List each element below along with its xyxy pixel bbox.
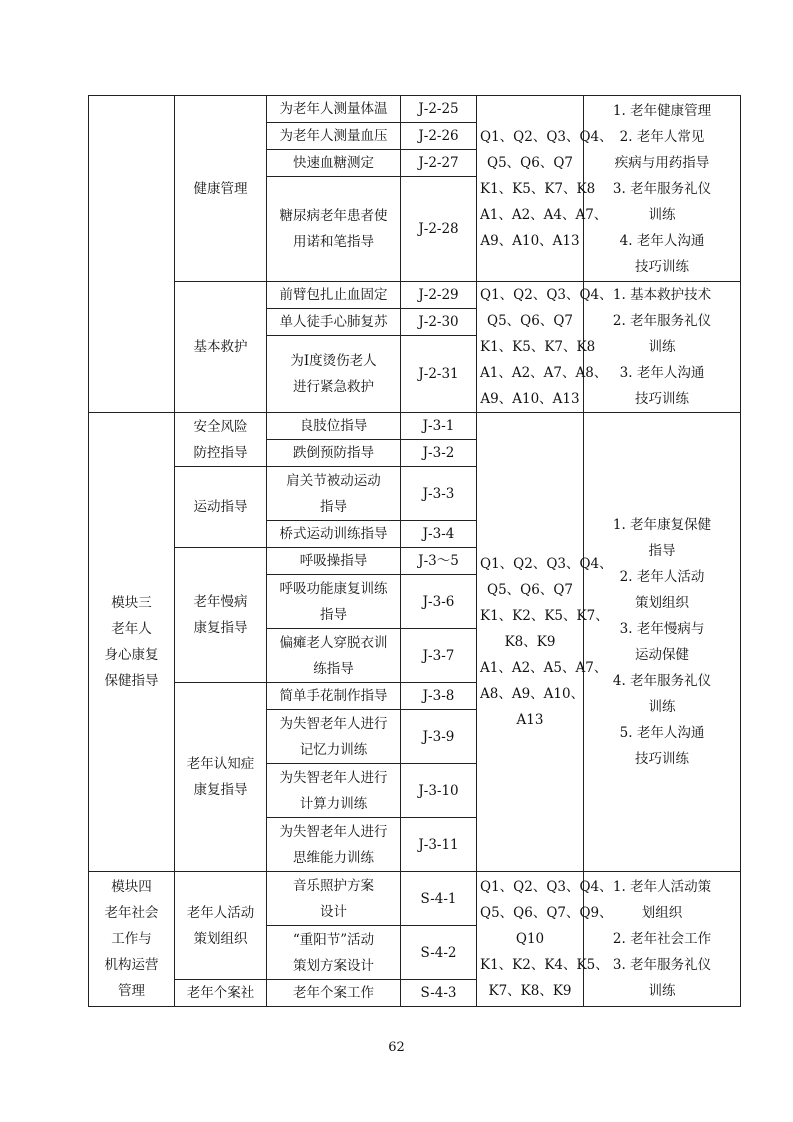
code-cell: J-3-9 xyxy=(401,710,477,764)
code-cell: J-2-26 xyxy=(401,123,477,150)
courses-cell: 1. 老年人活动策 划组织 2. 老年社会工作 3. 老年服务礼仪 训练 xyxy=(584,872,741,1007)
submodule-cell: 老年慢病 康复指导 xyxy=(175,548,267,683)
task-cell: 为老年人测量体温 xyxy=(267,96,401,123)
page-number: 62 xyxy=(388,1040,405,1055)
courses-cell: 1. 基本救护技术 2. 老年服务礼仪 训练 3. 老年人沟通 技巧训练 xyxy=(584,282,741,413)
code-cell: J-3～5 xyxy=(401,548,477,575)
table-row xyxy=(89,282,741,309)
submodule-cell: 健康管理 xyxy=(175,96,267,282)
table-row xyxy=(89,413,741,440)
code-cell: J-3-10 xyxy=(401,764,477,818)
requirements-cell: Q1、Q2、Q3、Q4、 Q5、Q6、Q7 K1、K2、K5、K7、 K8、K9 A1、A2、A5、A7、 A8、A9、A10、 A13 xyxy=(477,413,584,872)
module-cell: 模块四 老年社会 工作与 机构运营 管理 xyxy=(89,872,175,1007)
requirements-cell: Q1、Q2、Q3、Q4、 Q5、Q6、Q7、Q9、 Q10 K1、K2、K4、K5、 K7、K8、K9 xyxy=(477,872,584,1007)
module-cell-continued xyxy=(89,96,175,413)
task-cell: 跌倒预防指导 xyxy=(267,440,401,467)
code-cell: J-2-31 xyxy=(401,336,477,413)
submodule-cell: 老年个案社 xyxy=(175,980,267,1007)
task-cell: 呼吸操指导 xyxy=(267,548,401,575)
module-cell: 模块三 老年人 身心康复 保健指导 xyxy=(89,413,175,872)
requirements-cell: Q1、Q2、Q3、Q4、 Q5、Q6、Q7 K1、K5、K7、K8 A1、A2、A7、A8、 A9、A10、A13 xyxy=(477,282,584,413)
code-cell: J-3-2 xyxy=(401,440,477,467)
code-cell: S-4-2 xyxy=(401,926,477,980)
task-cell: 老年个案工作 xyxy=(267,980,401,1007)
code-cell: S-4-1 xyxy=(401,872,477,926)
task-cell: “重阳节”活动 策划方案设计 xyxy=(267,926,401,980)
courses-cell: 1. 老年健康管理 2. 老年人常见 疾病与用药指导 3. 老年服务礼仪 训练 4. 老年人沟通 技巧训练 xyxy=(584,96,741,282)
table-row xyxy=(89,96,741,123)
courses-cell: 1. 老年康复保健 指导 2. 老年人活动 策划组织 3. 老年慢病与 运动保健 4. 老年服务礼仪 训练 5. 老年人沟通 技巧训练 xyxy=(584,413,741,872)
submodule-cell: 老年认知症 康复指导 xyxy=(175,683,267,872)
code-cell: J-2-29 xyxy=(401,282,477,309)
task-cell: 桥式运动训练指导 xyxy=(267,521,401,548)
task-cell: 呼吸功能康复训练 指导 xyxy=(267,575,401,629)
task-cell: 为失智老年人进行 记忆力训练 xyxy=(267,710,401,764)
code-cell: S-4-3 xyxy=(401,980,477,1007)
code-cell: J-2-25 xyxy=(401,96,477,123)
table-row xyxy=(89,872,741,926)
task-cell: 音乐照护方案 设计 xyxy=(267,872,401,926)
requirements-cell: Q1、Q2、Q3、Q4、 Q5、Q6、Q7 K1、K5、K7、K8 A1、A2、A4、A7、 A9、A10、A13 xyxy=(477,96,584,282)
task-cell: 前臂包扎止血固定 xyxy=(267,282,401,309)
code-cell: J-3-3 xyxy=(401,467,477,521)
code-cell: J-3-8 xyxy=(401,683,477,710)
code-cell: J-2-30 xyxy=(401,309,477,336)
task-cell: 为老年人测量血压 xyxy=(267,123,401,150)
code-cell: J-2-27 xyxy=(401,150,477,177)
task-cell: 快速血糖测定 xyxy=(267,150,401,177)
code-cell: J-3-1 xyxy=(401,413,477,440)
task-cell: 为Ⅰ度烫伤老人 进行紧急救护 xyxy=(267,336,401,413)
task-cell: 为失智老年人进行 计算力训练 xyxy=(267,764,401,818)
task-cell: 为失智老年人进行 思维能力训练 xyxy=(267,818,401,872)
submodule-cell: 运动指导 xyxy=(175,467,267,548)
submodule-cell: 安全风险 防控指导 xyxy=(175,413,267,467)
task-cell: 偏瘫老人穿脱衣训 练指导 xyxy=(267,629,401,683)
submodule-cell: 老年人活动 策划组织 xyxy=(175,872,267,980)
task-cell: 糖尿病老年患者使 用诺和笔指导 xyxy=(267,177,401,282)
code-cell: J-2-28 xyxy=(401,177,477,282)
task-cell: 良肢位指导 xyxy=(267,413,401,440)
task-cell: 简单手花制作指导 xyxy=(267,683,401,710)
code-cell: J-3-4 xyxy=(401,521,477,548)
curriculum-table xyxy=(88,95,741,1007)
code-cell: J-3-11 xyxy=(401,818,477,872)
submodule-cell: 基本救护 xyxy=(175,282,267,413)
task-cell: 单人徒手心肺复苏 xyxy=(267,309,401,336)
code-cell: J-3-6 xyxy=(401,575,477,629)
task-cell: 肩关节被动运动 指导 xyxy=(267,467,401,521)
code-cell: J-3-7 xyxy=(401,629,477,683)
